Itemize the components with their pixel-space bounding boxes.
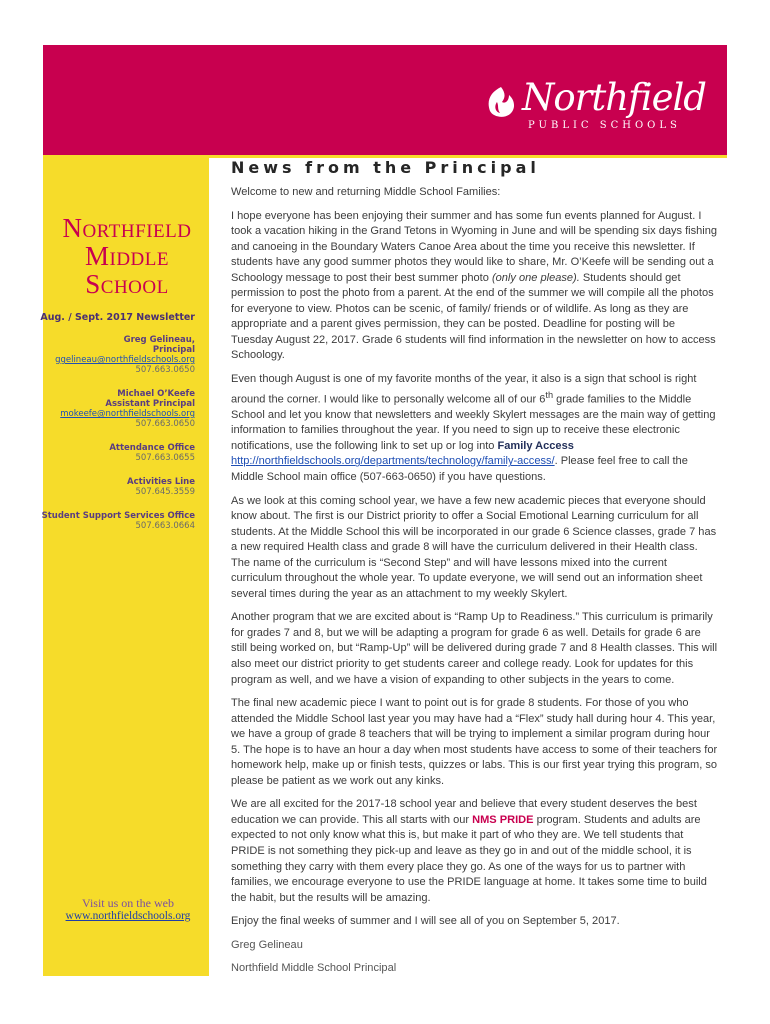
contact-phone: 507.663.0650: [135, 365, 195, 375]
paragraph: [231, 797, 719, 906]
signature-name: Greg Gelineau: [231, 938, 303, 951]
article-body: [231, 185, 719, 985]
contact-name: Student Support Services Office: [41, 511, 195, 521]
district-name: Northfield: [522, 76, 706, 119]
paragraph: The final new academic piece I want to point out is for grade 8 students. For those of you who attended the Middle School last year you may have had a “Flex” study hall during hour 4. This year, we have a group of grade 8 teachers that will be trying to implement a similar program during hour 5. The hope is to have an hour a day when most students have access to some of their teachers for homework help, make up or finish tests, quizzes or labs. This is our first year trying this program, so please be patient as we work out any kinks.: [231, 697, 718, 787]
text-run: program. Students and adults are expected to not only know what this is, but make it part of who they are. We tell students that PRIDE is not something they pick-up and leave as they go in and out of the middle school, it is something they carry with them every place they go. As one of the ways for us to partner with families, we encourage everyone to use the PRIDE language at home. It takes some time to build the habit, but the results will be amazing.: [231, 813, 707, 904]
text-run: Students should get permission to post the photo from a parent. At the end of the summer we will compile all the photos for everyone to view. Photos can be scenic, of family/ friends or of wildlife. As long as they are appropriate and a parent gives permission, they can be posted. Deadline for posting will be Tuesday August 22, 2017. Grade 6 students will find information in the newsletter on how to access Schoology.: [231, 271, 716, 362]
greeting: Welcome to new and returning Middle School Families:: [231, 186, 501, 198]
signature-title: Northfield Middle School Principal: [231, 962, 397, 975]
article-title: News from the Principal: [231, 158, 540, 177]
contact-assistant-principal: [25, 389, 195, 429]
district-logo: [482, 76, 722, 142]
pride-program-name: NMS PRIDE: [472, 813, 534, 826]
italic-note: (only one please).: [491, 271, 580, 284]
district-subtitle: PUBLIC SCHOOLS: [528, 120, 681, 131]
web-visit-label: Visit us on the web: [82, 896, 174, 910]
contact-email-link[interactable]: mokeefe@northfieldschools.org: [60, 409, 195, 419]
paragraph: [231, 209, 719, 364]
school-name-line: School: [85, 269, 169, 299]
school-name: [53, 214, 201, 298]
ordinal-suffix: th: [545, 389, 554, 400]
website-link[interactable]: www.northfieldschools.org: [65, 910, 191, 922]
family-access-link[interactable]: http://northfieldschools.org/departments/technology/family-access/: [231, 455, 555, 468]
contact-name: Michael O’Keefe: [117, 389, 195, 399]
paragraph: [231, 372, 719, 486]
text-run: Even though August is one of my favorite months of the year, it also is a sign that school is right around the corner. I would like to personally welcome all of our 6: [231, 373, 697, 406]
contact-phone: 507.663.0650: [135, 419, 195, 429]
text-run: . Please feel free to call the Middle School main office (507-663-0650) if you have questions.: [231, 455, 688, 483]
contact-attendance-office: [25, 443, 195, 463]
contact-student-support: [25, 511, 195, 531]
contact-list: [25, 312, 195, 545]
contact-activities-line: [25, 477, 195, 497]
contact-phone: 507.645.3559: [135, 487, 195, 497]
family-access-label: Family Access: [497, 439, 574, 452]
school-name-line: Middle: [85, 241, 169, 271]
contact-principal: [25, 335, 195, 375]
text-run: I hope everyone has been enjoying their summer and has some fun events planned for August. I took a vacation hiking in the Grand Tetons in Wyoming in June and will be spending six days fishing and canoeing in the Boundary Waters Canoe Area about the time you receive this newsletter. If students have any good summer photos they would like to share, Mr. O’Keefe will be sending out a Schoology message to post their best summer photo: [231, 209, 718, 284]
contact-phone: 507.663.0664: [135, 521, 195, 531]
text-run: We are all excited for the 2017-18 school year and believe that every student deserves the best education we can provide. This all starts with our: [231, 798, 697, 826]
contact-name: Greg Gelineau,: [123, 335, 195, 345]
flame-icon: [482, 84, 520, 120]
contact-title: Principal: [152, 345, 195, 355]
contact-name: Attendance Office: [109, 443, 195, 453]
contact-title: Assistant Principal: [105, 399, 195, 409]
school-name-line: Northfield: [62, 213, 192, 243]
closing-paragraph: Enjoy the final weeks of summer and I will see all of you on September 5, 2017.: [231, 915, 620, 928]
paragraph: As we look at this coming school year, we have a few new academic pieces that everyone should know about. The first is our District priority to offer a Social Emotional Learning curriculum for all students. At the Middle School this will be incorporated in our grade 6 Science classes, grade 7 has a new required Health class and grade 8 will have the curriculum delivered in their Health class. The name of the curriculum is “Second Step” and will have lessons mixed into the current curriculum throughout the whole year. To update everyone, we will send out an information sheet several times during the year as an attachment to my weekly Skylert.: [231, 494, 717, 600]
contact-name: Activities Line: [127, 477, 195, 487]
text-run: grade families to the Middle School and let you know that newsletters and weekly Skylert messages are the main way of getting information to families throughout the year. If you need to sign up to receive these electronic notifications, use the following link to set up or log into: [231, 393, 716, 452]
newsletter-date: Aug. / Sept. 2017 Newsletter: [40, 312, 195, 323]
contact-phone: 507.663.0655: [135, 453, 195, 463]
contact-email-link[interactable]: ggelineau@northfieldschools.org: [55, 355, 195, 365]
paragraph: Another program that we are excited about is “Ramp Up to Readiness.” This curriculum is primarily for grades 7 and 8, but we will be adapting a program for grade 6 as well. Details for grade 6 are still being worked on, but “Ramp-Up” will be delivered during grade 7 and 8 Health classes. This will also meet our district priority to get students career and college ready. Look for updates for this program as well, and we have a vision of expanding to other subjects in the years to come.: [231, 611, 718, 686]
